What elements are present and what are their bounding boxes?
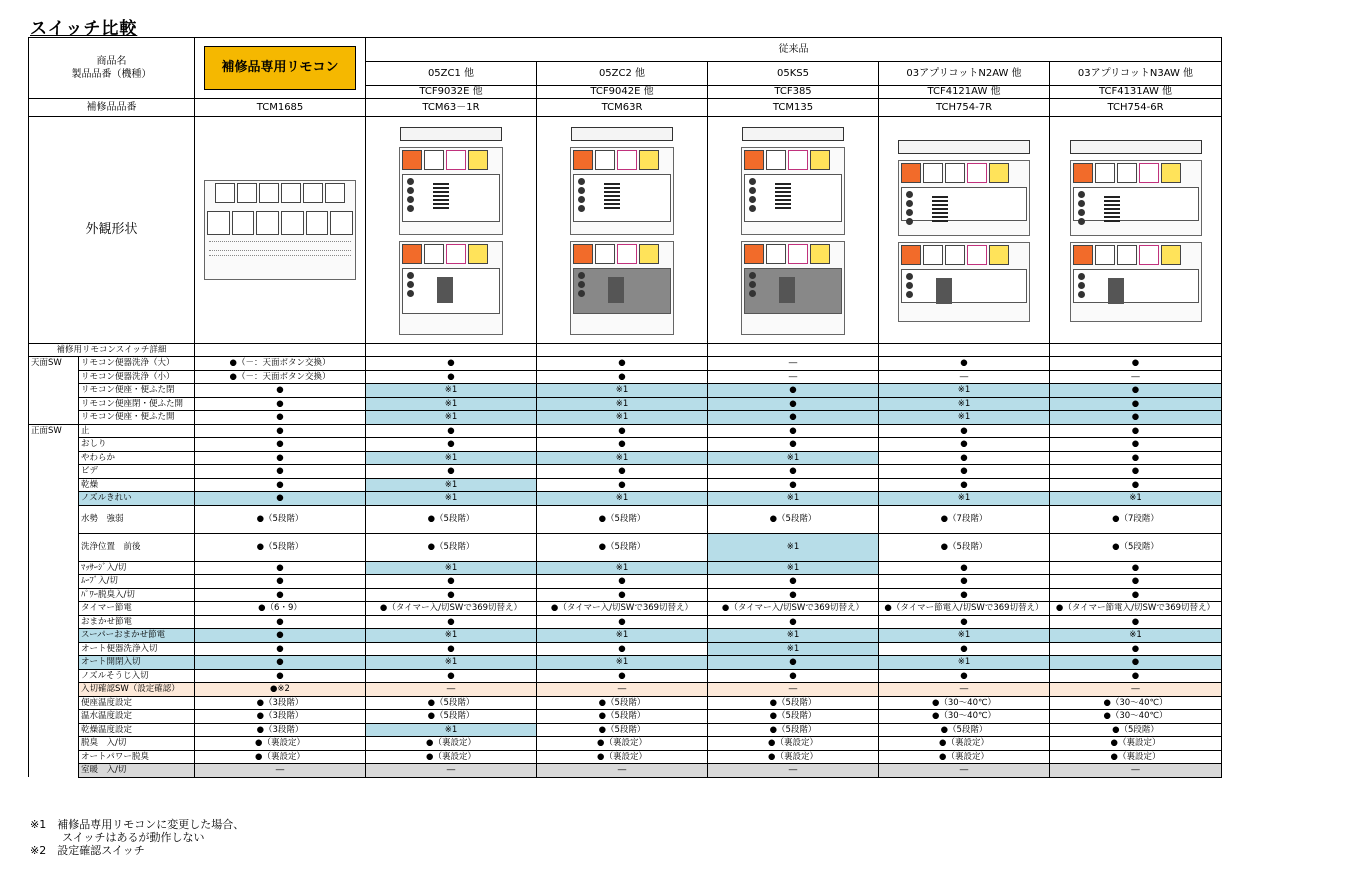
feature-cell: ● <box>879 561 1050 575</box>
product-label-2: 製品品番（機種） <box>71 69 152 80</box>
table-row <box>29 656 1222 670</box>
feature-cell: ※1 <box>366 629 537 643</box>
table-row <box>29 764 1222 778</box>
feature-cell: ※1 <box>879 656 1050 670</box>
feature-cell: ● <box>1050 478 1222 492</box>
feature-cell: ● <box>195 575 366 589</box>
feature-cell: ●（5段階） <box>708 505 879 533</box>
feature-cell: ※1 <box>708 533 879 561</box>
feature-cell: ● <box>1050 669 1222 683</box>
feature-cell: ● <box>1050 575 1222 589</box>
group-label: 正面SW <box>29 424 79 777</box>
feature-cell: ● <box>1050 615 1222 629</box>
feature-cell: ● <box>708 588 879 602</box>
feature-cell: ※1 <box>708 492 879 506</box>
feature-cell: ●（裏設定） <box>366 737 537 751</box>
feature-cell: ― <box>1050 764 1222 778</box>
feature-cell: ●（裏設定） <box>195 737 366 751</box>
feature-cell: ※1 <box>708 629 879 643</box>
feature-cell: ●（裏設定） <box>1050 750 1222 764</box>
footnote-1a: ※1 補修品専用リモコンに変更した場合、 <box>30 818 245 831</box>
feature-cell: ※1 <box>537 492 708 506</box>
model-name: 03アプリコットN2AW 他 <box>879 62 1050 86</box>
table-row <box>29 424 1222 438</box>
feature-label: おしり <box>79 438 195 452</box>
model-name: 05ZC1 他 <box>366 62 537 86</box>
table-row <box>29 750 1222 764</box>
footnote-1b: スイッチはあるが動作しない <box>62 831 205 844</box>
feature-cell: ●（5段階） <box>537 533 708 561</box>
feature-cell: ● <box>708 411 879 425</box>
feature-label: 脱臭 入/切 <box>79 737 195 751</box>
feature-cell: ● <box>708 615 879 629</box>
feature-cell: ● <box>537 424 708 438</box>
feature-cell: ― <box>366 683 537 697</box>
appearance-cell <box>195 117 366 344</box>
feature-cell: ※1 <box>537 629 708 643</box>
page-title: スイッチ比較 <box>30 19 138 39</box>
feature-cell: ●（5段階） <box>366 710 537 724</box>
feature-cell: ● <box>195 384 366 398</box>
feature-cell: ● <box>708 384 879 398</box>
feature-cell: ● <box>195 451 366 465</box>
feature-cell: ● <box>708 397 879 411</box>
feature-cell: ※1 <box>366 561 537 575</box>
feature-cell: ● <box>195 615 366 629</box>
feature-cell: ● <box>708 478 879 492</box>
model-number: TCF9032E 他 <box>366 86 537 99</box>
feature-cell: ● <box>366 669 537 683</box>
feature-cell: ● <box>195 478 366 492</box>
feature-cell: ● <box>195 438 366 452</box>
group-label: 天面SW <box>29 357 79 425</box>
feature-cell: ●（裏設定） <box>879 750 1050 764</box>
feature-cell: ● <box>1050 411 1222 425</box>
feature-cell: ● <box>1050 384 1222 398</box>
part-number: TCM1685 <box>195 99 366 117</box>
feature-label: オート便器洗浄入切 <box>79 642 195 656</box>
model-number: TCF9042E 他 <box>537 86 708 99</box>
remote-image <box>204 180 356 280</box>
feature-cell: ● <box>537 357 708 371</box>
feature-cell: ※1 <box>366 451 537 465</box>
table-row <box>29 683 1222 697</box>
feature-cell: ― <box>879 764 1050 778</box>
feature-cell: ● <box>1050 465 1222 479</box>
feature-cell: ●（5段階） <box>537 505 708 533</box>
feature-label: スーパーおまかせ節電 <box>79 629 195 643</box>
feature-cell: ●（30～40℃） <box>879 710 1050 724</box>
feature-cell: ※1 <box>879 411 1050 425</box>
feature-cell: ●（裏設定） <box>537 750 708 764</box>
feature-cell: ●（裏設定） <box>708 750 879 764</box>
remote-image <box>399 125 503 335</box>
feature-cell: ● <box>708 438 879 452</box>
part-label: 補修品品番 <box>29 99 195 117</box>
feature-cell: ● <box>195 424 366 438</box>
table-row <box>29 384 1222 398</box>
feature-cell: ● <box>1050 451 1222 465</box>
feature-cell: ※1 <box>708 451 879 465</box>
feature-label: 乾燥 <box>79 478 195 492</box>
feature-cell: ● <box>537 642 708 656</box>
feature-label: 室暖 入/切 <box>79 764 195 778</box>
table-row <box>29 533 1222 561</box>
table-row <box>29 492 1222 506</box>
feature-cell: ※1 <box>366 384 537 398</box>
feature-cell: ● <box>366 642 537 656</box>
feature-cell: ● <box>1050 561 1222 575</box>
model-number: TCF4121AW 他 <box>879 86 1050 99</box>
feature-cell: ● <box>1050 588 1222 602</box>
feature-cell: ― <box>366 764 537 778</box>
table-row <box>29 602 1222 616</box>
table-row <box>29 505 1222 533</box>
product-label-1: 商品名 <box>96 56 127 67</box>
legacy-label: 従来品 <box>366 38 1222 62</box>
feature-cell: ● <box>195 561 366 575</box>
feature-cell: ※1 <box>537 411 708 425</box>
feature-cell: ― <box>195 764 366 778</box>
feature-label: ノズルきれい <box>79 492 195 506</box>
feature-cell: ― <box>708 370 879 384</box>
table-row <box>29 397 1222 411</box>
model-number: TCF4131AW 他 <box>1050 86 1222 99</box>
appearance-label: 外観形状 <box>29 117 195 344</box>
feature-cell: ● <box>195 642 366 656</box>
feature-cell: ● <box>1050 357 1222 371</box>
feature-cell: ● <box>195 656 366 670</box>
feature-label: リモコン便座・便ふた開 <box>79 411 195 425</box>
feature-cell: ● <box>879 451 1050 465</box>
feature-cell: ● <box>366 424 537 438</box>
feature-label: オートパワー脱臭 <box>79 750 195 764</box>
appearance-cell <box>708 117 879 344</box>
feature-label: ノズルそうじ入切 <box>79 669 195 683</box>
feature-cell: ● <box>879 465 1050 479</box>
feature-cell: ●（－：天面ボタン交換） <box>195 370 366 384</box>
feature-cell: ● <box>366 575 537 589</box>
feature-cell: ● <box>879 588 1050 602</box>
feature-cell: ●（5段階） <box>708 696 879 710</box>
feature-cell: ● <box>537 438 708 452</box>
feature-label: 便座温度設定 <box>79 696 195 710</box>
table-row <box>29 629 1222 643</box>
feature-cell: ※1 <box>879 492 1050 506</box>
feature-cell: ● <box>537 478 708 492</box>
feature-label: リモコン便器洗浄（大） <box>79 357 195 371</box>
feature-cell: ● <box>879 438 1050 452</box>
table-row <box>29 696 1222 710</box>
feature-label: ビデ <box>79 465 195 479</box>
comparison-table <box>28 37 1222 778</box>
table-row <box>29 588 1222 602</box>
appearance-cell <box>879 117 1050 344</box>
appearance-cell <box>366 117 537 344</box>
feature-cell: ● <box>879 642 1050 656</box>
feature-cell: ※1 <box>879 629 1050 643</box>
feature-cell: ― <box>1050 370 1222 384</box>
feature-cell: ●（5段階） <box>708 710 879 724</box>
feature-cell: ●（7段階） <box>1050 505 1222 533</box>
feature-cell: ― <box>537 764 708 778</box>
feature-label: おまかせ節電 <box>79 615 195 629</box>
feature-label: ﾑｰﾌﾞ入/切 <box>79 575 195 589</box>
feature-cell: ●（5段階） <box>366 696 537 710</box>
feature-cell: ●（タイマー節電入/切SWで369切替え） <box>879 602 1050 616</box>
detail-label: 補修用リモコンスイッチ詳細 <box>29 344 195 357</box>
feature-cell: ●（5段階） <box>708 723 879 737</box>
feature-cell: ― <box>708 683 879 697</box>
feature-cell: ●（裏設定） <box>195 750 366 764</box>
feature-cell: ※1 <box>537 384 708 398</box>
feature-cell: ● <box>879 357 1050 371</box>
feature-cell: ●（30～40℃） <box>879 696 1050 710</box>
feature-cell: ※1 <box>366 397 537 411</box>
feature-cell: ※1 <box>537 397 708 411</box>
feature-label: 温水温度設定 <box>79 710 195 724</box>
feature-cell: ●（5段階） <box>1050 723 1222 737</box>
part-number: TCH754-7R <box>879 99 1050 117</box>
feature-cell: ● <box>1050 642 1222 656</box>
feature-cell: ● <box>708 669 879 683</box>
feature-label: リモコン便座・便ふた閉 <box>79 384 195 398</box>
feature-cell: ※1 <box>879 397 1050 411</box>
model-name: 03アプリコットN3AW 他 <box>1050 62 1222 86</box>
feature-cell: ● <box>537 615 708 629</box>
feature-cell: ● <box>366 438 537 452</box>
model-number: TCF385 <box>708 86 879 99</box>
repair-remote-cell <box>195 38 366 99</box>
feature-cell: ● <box>708 424 879 438</box>
part-number: TCM135 <box>708 99 879 117</box>
feature-cell: ※1 <box>1050 629 1222 643</box>
feature-cell: ●（タイマー入/切SWで369切替え） <box>537 602 708 616</box>
remote-image <box>1070 138 1202 322</box>
feature-cell: ● <box>195 492 366 506</box>
feature-cell: ※1 <box>366 492 537 506</box>
feature-cell: ● <box>879 575 1050 589</box>
feature-cell: ― <box>537 683 708 697</box>
feature-cell: ●（7段階） <box>879 505 1050 533</box>
feature-cell: ●（5段階） <box>195 505 366 533</box>
feature-label: 水勢 強弱 <box>79 505 195 533</box>
feature-cell: ※1 <box>708 642 879 656</box>
table-row <box>29 615 1222 629</box>
part-number: TCH754-6R <box>1050 99 1222 117</box>
feature-cell: ● <box>195 588 366 602</box>
table-row <box>29 575 1222 589</box>
feature-label: タイマー節電 <box>79 602 195 616</box>
table-row <box>29 370 1222 384</box>
feature-label: オート開閉入切 <box>79 656 195 670</box>
feature-cell: ● <box>537 588 708 602</box>
feature-cell: ※1 <box>537 561 708 575</box>
feature-cell: ※1 <box>366 478 537 492</box>
feature-cell: ●（5段階） <box>537 696 708 710</box>
feature-cell: ●（30～40℃） <box>1050 710 1222 724</box>
feature-cell: ※1 <box>879 384 1050 398</box>
appearance-cell <box>537 117 708 344</box>
feature-cell: ●（裏設定） <box>366 750 537 764</box>
feature-cell: ● <box>366 615 537 629</box>
feature-cell: ● <box>879 669 1050 683</box>
table-row <box>29 438 1222 452</box>
feature-cell: ●（5段階） <box>195 533 366 561</box>
feature-cell: ●（6・9） <box>195 602 366 616</box>
part-number: TCM63R <box>537 99 708 117</box>
feature-label: 乾燥温度設定 <box>79 723 195 737</box>
feature-cell: ●（3段階） <box>195 696 366 710</box>
feature-cell: ※1 <box>1050 492 1222 506</box>
feature-cell: ● <box>708 656 879 670</box>
feature-cell: ●（裏設定） <box>1050 737 1222 751</box>
table-row <box>29 737 1222 751</box>
feature-cell: ●（タイマー入/切SWで369切替え） <box>366 602 537 616</box>
feature-cell: ●（5段階） <box>1050 533 1222 561</box>
feature-label: リモコン便器洗浄（小） <box>79 370 195 384</box>
feature-cell: ※1 <box>537 451 708 465</box>
feature-label: やわらか <box>79 451 195 465</box>
feature-cell: ● <box>708 575 879 589</box>
part-number: TCM63－1R <box>366 99 537 117</box>
table-row <box>29 669 1222 683</box>
table-row <box>29 357 1222 371</box>
feature-cell: ※1 <box>366 723 537 737</box>
feature-label: 入切確認SW（設定確認） <box>79 683 195 697</box>
feature-cell: ●（5段階） <box>537 723 708 737</box>
feature-cell: ● <box>366 588 537 602</box>
feature-cell: ● <box>537 669 708 683</box>
feature-cell: ● <box>879 615 1050 629</box>
feature-label: ﾊﾟﾜｰ脱臭入/切 <box>79 588 195 602</box>
feature-cell: ― <box>708 764 879 778</box>
remote-image <box>570 125 674 335</box>
feature-cell: ●（5段階） <box>366 505 537 533</box>
feature-cell: ●（裏設定） <box>537 737 708 751</box>
table-row <box>29 710 1222 724</box>
feature-cell: ●（5段階） <box>879 533 1050 561</box>
feature-cell: ● <box>366 370 537 384</box>
feature-cell: ― <box>879 370 1050 384</box>
feature-cell: ※1 <box>537 656 708 670</box>
feature-cell: ※1 <box>366 656 537 670</box>
feature-label: 止 <box>79 424 195 438</box>
feature-cell: ● <box>195 669 366 683</box>
product-label-cell <box>29 38 195 99</box>
feature-cell: ●（タイマー入/切SWで369切替え） <box>708 602 879 616</box>
feature-cell: ● <box>195 629 366 643</box>
feature-cell: ― <box>879 683 1050 697</box>
feature-cell: ● <box>1050 424 1222 438</box>
remote-image <box>741 125 845 335</box>
feature-cell: ● <box>537 370 708 384</box>
feature-cell: ●（30～40℃） <box>1050 696 1222 710</box>
feature-cell: ● <box>1050 438 1222 452</box>
feature-label: 洗浄位置 前後 <box>79 533 195 561</box>
feature-label: ﾏｯｻｰｼﾞ入/切 <box>79 561 195 575</box>
feature-cell: ●（5段階） <box>537 710 708 724</box>
feature-cell: ●（5段階） <box>366 533 537 561</box>
feature-cell: ●（裏設定） <box>879 737 1050 751</box>
feature-cell: ●（裏設定） <box>708 737 879 751</box>
feature-cell: ● <box>879 424 1050 438</box>
feature-cell: ● <box>537 465 708 479</box>
feature-cell: ● <box>1050 656 1222 670</box>
feature-cell: ● <box>879 478 1050 492</box>
feature-cell: ●（－：天面ボタン交換） <box>195 357 366 371</box>
footnote-1 <box>30 818 244 857</box>
feature-cell: ― <box>708 357 879 371</box>
feature-cell: ※1 <box>708 561 879 575</box>
feature-cell: ● <box>366 357 537 371</box>
appearance-cell <box>1050 117 1222 344</box>
table-row <box>29 411 1222 425</box>
feature-cell: ● <box>195 465 366 479</box>
feature-cell: ● <box>366 465 537 479</box>
feature-cell: ― <box>1050 683 1222 697</box>
remote-image <box>898 138 1030 322</box>
table-row <box>29 723 1222 737</box>
feature-label: リモコン便座閉・便ふた開 <box>79 397 195 411</box>
feature-cell: ●※2 <box>195 683 366 697</box>
table-row <box>29 642 1222 656</box>
feature-cell: ※1 <box>366 411 537 425</box>
feature-cell: ●（3段階） <box>195 710 366 724</box>
footnote-2: ※2 設定確認スイッチ <box>30 844 145 857</box>
feature-cell: ●（3段階） <box>195 723 366 737</box>
table-row <box>29 465 1222 479</box>
feature-cell: ●（5段階） <box>879 723 1050 737</box>
repair-remote-label: 補修品専用リモコン <box>204 46 356 90</box>
feature-cell: ● <box>708 465 879 479</box>
feature-cell: ● <box>537 575 708 589</box>
feature-cell: ●（タイマー節電入/切SWで369切替え） <box>1050 602 1222 616</box>
feature-cell: ● <box>1050 397 1222 411</box>
table-row <box>29 561 1222 575</box>
table-row <box>29 478 1222 492</box>
model-name: 05ZC2 他 <box>537 62 708 86</box>
table-row <box>29 451 1222 465</box>
model-name: 05KS5 <box>708 62 879 86</box>
feature-cell: ● <box>195 397 366 411</box>
feature-cell: ● <box>195 411 366 425</box>
